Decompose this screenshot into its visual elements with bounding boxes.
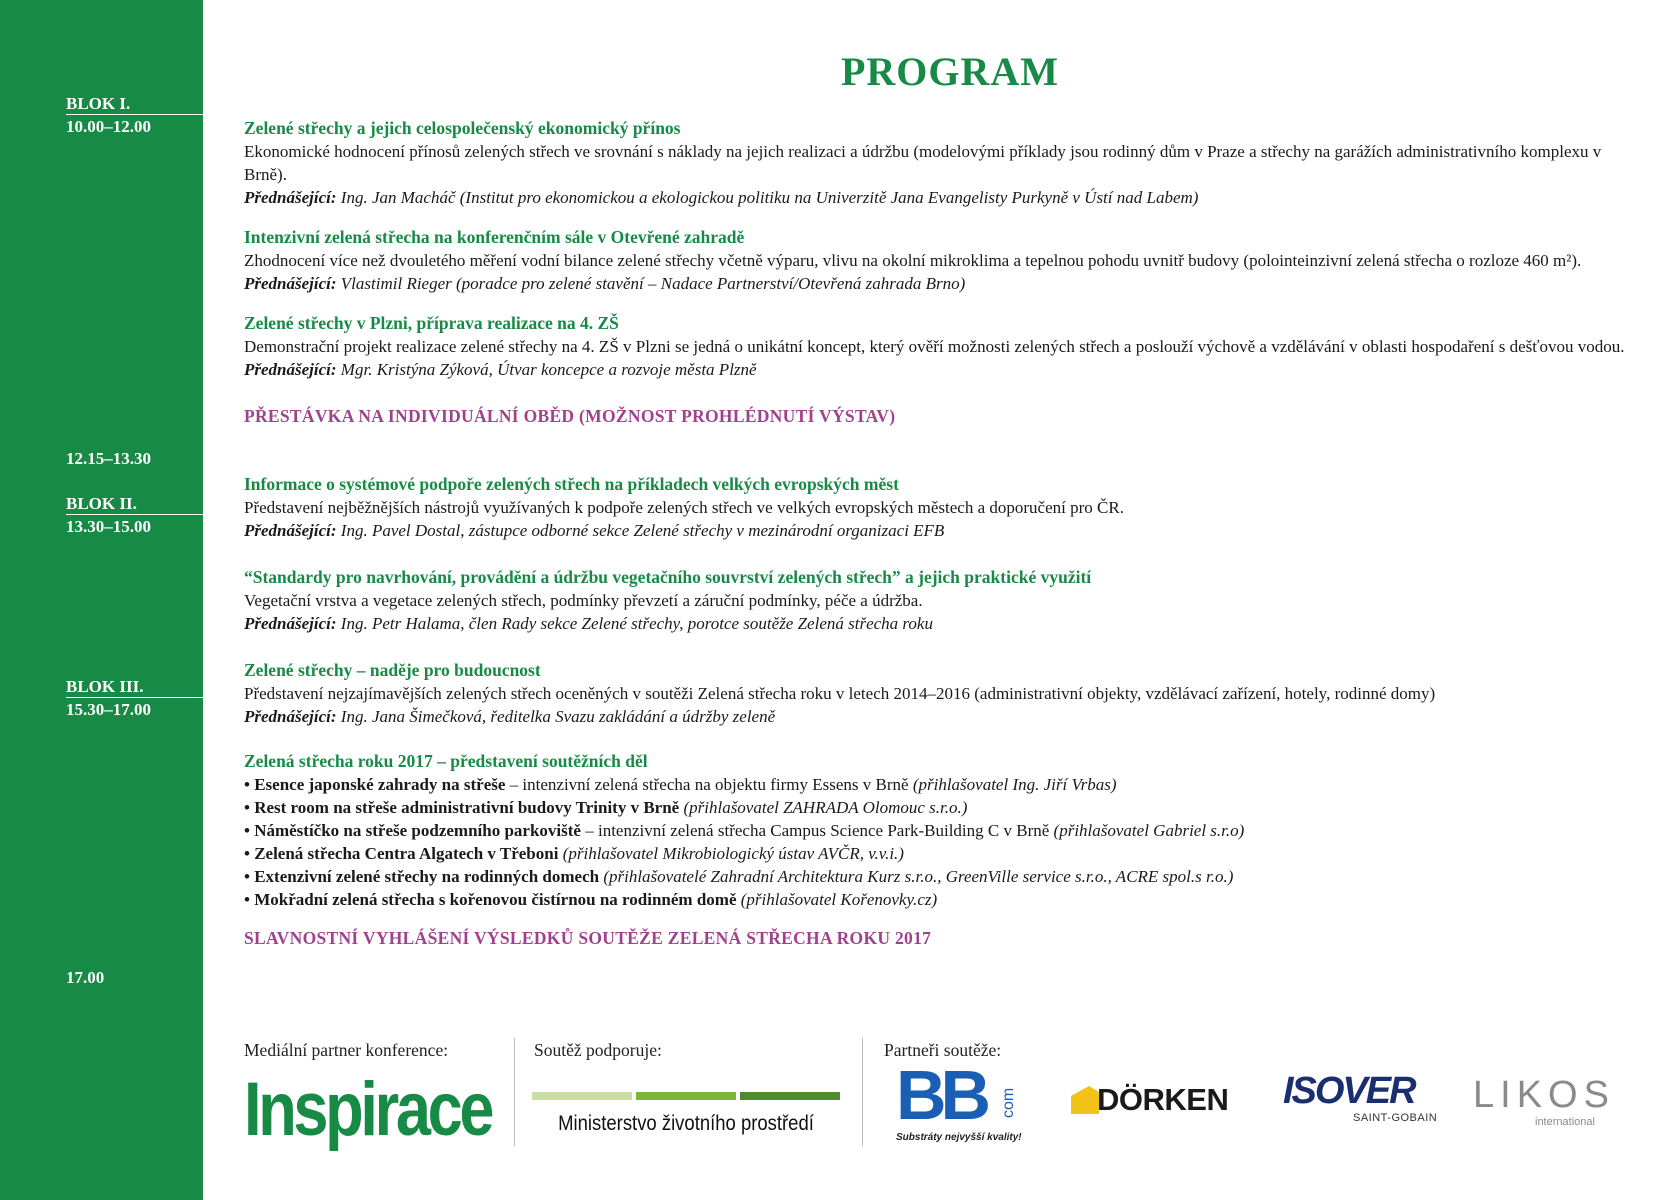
footer-divider	[514, 1038, 515, 1146]
inspirace-logo: Inspirace	[244, 1067, 492, 1152]
bb-logo-tagline: Substráty nejvyšší kvality!	[896, 1132, 1022, 1143]
section-5	[244, 566, 1634, 635]
likos-logo	[1473, 1076, 1633, 1136]
isover-logo-sub: SAINT-GOBAIN	[1353, 1112, 1438, 1124]
section-title: Zelené střechy – naděje pro budoucnost	[244, 660, 541, 680]
section-desc: Představení nejzajímavějších zelených střech oceněných v soutěži Zelená střecha roku v letech 2014–2016 (administrativní objekty, vzdělávací zařízení, hotely, rodinné domy)	[244, 684, 1436, 703]
section-4	[244, 473, 1634, 542]
bb-logo-letters: BB	[896, 1056, 986, 1134]
lecturer-name: Ing. Petr Halama, člen Rady sekce Zelené střechy, porotce soutěže Zelená střecha roku	[340, 614, 933, 633]
dorken-mark-icon	[1071, 1086, 1099, 1114]
section-lecturer	[244, 272, 1634, 295]
final-time: 17.00	[66, 968, 105, 987]
section-title: Zelené střechy a jejich celospolečenský ekonomický přínos	[244, 118, 681, 138]
lecturer-label: Přednášející:	[244, 521, 337, 540]
lecturer-label: Přednášející:	[244, 188, 337, 207]
lecturer-label: Přednášející:	[244, 360, 337, 379]
blok-3-time: 15.30–17.00	[66, 700, 151, 719]
section-lecturer	[244, 705, 1634, 728]
final-text: SLAVNOSTNÍ VYHLÁŠENÍ VÝSLEDKŮ SOUTĚŽE ZELENÁ STŘECHA ROKU 2017	[244, 928, 932, 948]
likos-logo-sub: international	[1535, 1116, 1595, 1128]
dorken-logo-text: DÖRKEN	[1097, 1082, 1229, 1117]
section-title: “Standardy pro navrhování, provádění a údržbu vegetačního souvrství zelených střech” a jejich praktické využití	[244, 567, 1092, 587]
section-title: Informace o systémové podpoře zelených střech na příkladech velkých evropských měst	[244, 474, 899, 494]
mzp-bar	[532, 1092, 632, 1100]
mzp-bar	[740, 1092, 840, 1100]
section-lecturer	[244, 186, 1634, 209]
section-6	[244, 659, 1634, 728]
section-1	[244, 117, 1634, 209]
section-title: Intenzivní zelená střecha na konferenčním sále v Otevřené zahradě	[244, 227, 745, 247]
lecturer-label: Přednášející:	[244, 707, 337, 726]
competition-section	[244, 750, 1634, 911]
bb-com-logo	[896, 1056, 1030, 1143]
lecturer-label: Přednášející:	[244, 614, 337, 633]
list-item: • Esence japonské zahrady na střeše – intenzivní zelená střecha na objektu firmy Essens v Brně (přihlašovatel Ing. Jiří Vrbas)	[244, 773, 1634, 796]
competition-title: Zelená střecha roku 2017 – představení soutěžních děl	[244, 751, 648, 771]
isover-logo-text: ISOVER	[1283, 1070, 1415, 1112]
lecturer-name: Vlastimil Rieger (poradce pro zelené stavění – Nadace Partnerství/Otevřená zahrada Brno)	[340, 274, 966, 293]
list-item: • Zelená střecha Centra Algatech v Třeboni (přihlašovatel Mikrobiologický ústav AVČR, v.v.i.)	[244, 842, 1634, 865]
section-title: Zelené střechy v Plzni, příprava realizace na 4. ZŠ	[244, 313, 619, 333]
isover-logo	[1283, 1072, 1443, 1132]
list-item: • Mokřadní zelená střecha s kořenovou čistírnou na rodinném domě (přihlašovatel Kořenovky.cz)	[244, 888, 1634, 911]
partners-label: Partneři soutěže:	[884, 1040, 1002, 1060]
section-desc: Ekonomické hodnocení přínosů zelených střech ve srovnání s náklady na jejich realizaci a údržbu (modelovými příklady jsou rodinný dům v Praze a střechy na garážích administrativního komplexu v Brně).	[244, 142, 1602, 184]
bb-logo-com: com	[1000, 1087, 1017, 1118]
blok-2-time: 13.30–15.00	[66, 517, 151, 536]
blok-1-label: BLOK I.	[66, 94, 203, 115]
list-item: • Náměstíčko na střeše podzemního parkoviště – intenzivní zelená střecha Campus Science Park-Building C v Brně (přihlašovatel Gabriel s.r.o)	[244, 819, 1634, 842]
section-desc: Zhodnocení více než dvouletého měření vodní bilance zelené střechy včetně výparu, vlivu na okolní mikroklima a tepelnou pohodu uvnitř budovy (polointeinzivní zelená střecha o rozloze 460 m²).	[244, 251, 1582, 270]
section-lecturer	[244, 519, 1634, 542]
mzp-logo-bars	[532, 1092, 840, 1100]
section-lecturer	[244, 358, 1634, 381]
likos-logo-text: LIKOS	[1473, 1074, 1615, 1116]
media-partner-label: Mediální partner konference:	[244, 1040, 449, 1060]
footer-divider	[862, 1038, 863, 1146]
break-text: PŘESTÁVKA NA INDIVIDUÁLNÍ OBĚD (MOŽNOST PROHLÉDNUTÍ VÝSTAV)	[244, 406, 896, 426]
support-label: Soutěž podporuje:	[534, 1040, 662, 1060]
green-sidebar	[0, 0, 203, 1200]
blok-3-label: BLOK III.	[66, 677, 203, 698]
list-item: • Rest room na střeše administrativní budovy Trinity v Brně (přihlašovatel ZAHRADA Olomouc s.r.o.)	[244, 796, 1634, 819]
mzp-logo-text: Ministerstvo životního prostředí	[558, 1112, 814, 1135]
lecturer-name: Ing. Jana Šimečková, ředitelka Svazu zakládání a údržby zeleně	[340, 707, 776, 726]
page-title: PROGRAM	[840, 49, 1060, 94]
blok-1-time: 10.00–12.00	[66, 117, 151, 136]
lecturer-name: Ing. Pavel Dostal, zástupce odborné sekce Zelené střechy v mezinárodní organizaci EFB	[340, 521, 945, 540]
break-time: 12.15–13.30	[66, 449, 151, 468]
section-2	[244, 226, 1634, 295]
section-desc: Vegetační vrstva a vegetace zelených střech, podmínky převzetí a záruční podmínky, péče a údržba.	[244, 591, 923, 610]
competition-list	[244, 773, 1634, 911]
program-content	[244, 117, 1634, 950]
section-lecturer	[244, 612, 1634, 635]
lecturer-name: Ing. Jan Macháč (Institut pro ekonomickou a ekologickou politiku na Univerzitě Jana Evangelisty Purkyně v Ústí nad Labem)	[340, 188, 1199, 207]
lecturer-label: Přednášející:	[244, 274, 337, 293]
section-3	[244, 312, 1634, 381]
blok-2-label: BLOK II.	[66, 494, 203, 515]
section-desc: Představení nejběžnějších nástrojů využívaných k podpoře zelených střech ve velkých evropských městech a doporučení pro ČR.	[244, 498, 1124, 517]
mzp-bar	[636, 1092, 736, 1100]
lecturer-name: Mgr. Kristýna Zýková, Útvar koncepce a rozvoje města Plzně	[340, 360, 757, 379]
section-desc: Demonstrační projekt realizace zelené střechy na 4. ZŠ v Plzni se jedná o unikátní koncept, který ověří možnosti zelených střech a poslouží výchově a vzdělávání v oblasti hospodaření s dešťovou vodou.	[244, 337, 1625, 356]
list-item: • Extenzivní zelené střechy na rodinných domech (přihlašovatelé Zahradní Architektura Kurz s.r.o., GreenVille service s.r.o., ACRE spol.s r.o.)	[244, 865, 1634, 888]
dorken-logo	[1071, 1082, 1241, 1118]
